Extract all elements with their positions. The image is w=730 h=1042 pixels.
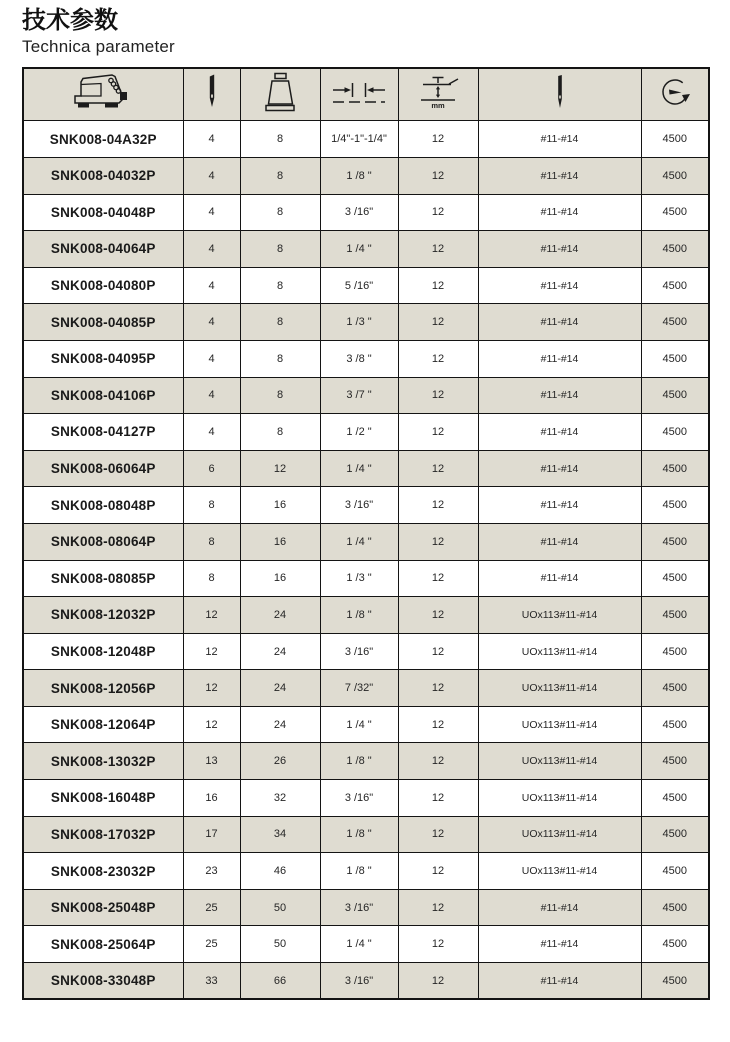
value-cell: UOx113#11-#14	[478, 633, 641, 670]
value-cell: 3 /8 "	[320, 340, 398, 377]
value-cell: 50	[240, 926, 320, 963]
model-cell: SNK008-04080P	[23, 267, 183, 304]
value-cell: 34	[240, 816, 320, 853]
table-row	[23, 340, 709, 377]
value-cell: 12	[398, 963, 478, 1000]
value-cell: 1 /3 "	[320, 304, 398, 341]
model-cell: SNK008-08048P	[23, 487, 183, 524]
value-cell: 46	[240, 853, 320, 890]
table-header	[23, 68, 709, 121]
value-cell: UOx113#11-#14	[478, 853, 641, 890]
value-cell: UOx113#11-#14	[478, 670, 641, 707]
value-cell: 4500	[641, 926, 709, 963]
value-cell: #11-#14	[478, 377, 641, 414]
model-cell: SNK008-12064P	[23, 706, 183, 743]
value-cell: 8	[183, 560, 240, 597]
table-row	[23, 889, 709, 926]
value-cell: 12	[183, 670, 240, 707]
page-title: 技术参数	[22, 7, 118, 34]
table-row	[23, 926, 709, 963]
value-cell: #11-#14	[478, 194, 641, 231]
model-cell: SNK008-33048P	[23, 963, 183, 1000]
value-cell: 1 /4 "	[320, 706, 398, 743]
value-cell: 12	[398, 889, 478, 926]
technical-parameters-table	[22, 67, 710, 1000]
value-cell: 4500	[641, 450, 709, 487]
value-cell: #11-#14	[478, 889, 641, 926]
value-cell: 3 /16"	[320, 487, 398, 524]
value-cell: 4	[183, 121, 240, 158]
value-cell: 1 /2 "	[320, 414, 398, 451]
value-cell: #11-#14	[478, 487, 641, 524]
col-header-needle-gauge	[320, 68, 398, 121]
col-header-speed	[641, 68, 709, 121]
model-cell: SNK008-08085P	[23, 560, 183, 597]
value-cell: 4500	[641, 853, 709, 890]
value-cell: 8	[240, 414, 320, 451]
value-cell: #11-#14	[478, 414, 641, 451]
value-cell: #11-#14	[478, 340, 641, 377]
value-cell: 4500	[641, 597, 709, 634]
value-cell: 16	[240, 487, 320, 524]
needle-icon	[205, 72, 219, 112]
value-cell: 4500	[641, 194, 709, 231]
value-cell: 4500	[641, 889, 709, 926]
value-cell: 12	[398, 340, 478, 377]
value-cell: 12	[398, 816, 478, 853]
value-cell: 26	[240, 743, 320, 780]
value-cell: 8	[183, 487, 240, 524]
table-row	[23, 304, 709, 341]
table-row	[23, 743, 709, 780]
value-cell: UOx113#11-#14	[478, 706, 641, 743]
model-cell: SNK008-12056P	[23, 670, 183, 707]
table-row	[23, 267, 709, 304]
value-cell: 16	[183, 780, 240, 817]
model-cell: SNK008-04085P	[23, 304, 183, 341]
value-cell: 12	[240, 450, 320, 487]
value-cell: 4500	[641, 157, 709, 194]
value-cell: #11-#14	[478, 304, 641, 341]
value-cell: 12	[398, 853, 478, 890]
model-cell: SNK008-12048P	[23, 633, 183, 670]
value-cell: 25	[183, 889, 240, 926]
mm-unit-label: mm	[431, 101, 445, 111]
table-row	[23, 157, 709, 194]
value-cell: 23	[183, 853, 240, 890]
value-cell: 4500	[641, 340, 709, 377]
value-cell: 3 /16"	[320, 194, 398, 231]
value-cell: 12	[398, 231, 478, 268]
value-cell: 4	[183, 340, 240, 377]
value-cell: UOx113#11-#14	[478, 743, 641, 780]
model-cell: SNK008-17032P	[23, 816, 183, 853]
value-cell: 12	[398, 377, 478, 414]
value-cell: 4500	[641, 523, 709, 560]
presser-foot-height-icon	[414, 74, 462, 110]
value-cell: 4500	[641, 560, 709, 597]
col-header-model	[23, 68, 183, 121]
value-cell: UOx113#11-#14	[478, 597, 641, 634]
table-row	[23, 560, 709, 597]
model-cell: SNK008-04048P	[23, 194, 183, 231]
value-cell: 4	[183, 267, 240, 304]
table-row	[23, 523, 709, 560]
thread-cone-icon	[258, 71, 302, 113]
value-cell: 32	[240, 780, 320, 817]
value-cell: 25	[183, 926, 240, 963]
value-cell: 8	[183, 523, 240, 560]
value-cell: 66	[240, 963, 320, 1000]
value-cell: 4	[183, 231, 240, 268]
value-cell: 4500	[641, 304, 709, 341]
model-cell: SNK008-04064P	[23, 231, 183, 268]
model-cell: SNK008-04A32P	[23, 121, 183, 158]
needle-gauge-icon	[330, 77, 388, 107]
value-cell: 17	[183, 816, 240, 853]
value-cell: 1 /8 "	[320, 597, 398, 634]
value-cell: #11-#14	[478, 157, 641, 194]
model-cell: SNK008-06064P	[23, 450, 183, 487]
value-cell: 13	[183, 743, 240, 780]
value-cell: 12	[398, 267, 478, 304]
value-cell: 8	[240, 194, 320, 231]
value-cell: 12	[183, 706, 240, 743]
value-cell: 8	[240, 267, 320, 304]
value-cell: 24	[240, 670, 320, 707]
value-cell: 4500	[641, 706, 709, 743]
value-cell: 4500	[641, 121, 709, 158]
value-cell: 12	[398, 194, 478, 231]
value-cell: 4	[183, 377, 240, 414]
value-cell: #11-#14	[478, 231, 641, 268]
value-cell: 12	[398, 157, 478, 194]
table-row	[23, 121, 709, 158]
value-cell: 7 /32"	[320, 670, 398, 707]
table-row	[23, 633, 709, 670]
table-row	[23, 597, 709, 634]
col-header-needle-count	[183, 68, 240, 121]
table-row	[23, 487, 709, 524]
value-cell: 12	[183, 597, 240, 634]
value-cell: 4500	[641, 670, 709, 707]
value-cell: 3 /16"	[320, 633, 398, 670]
model-cell: SNK008-25064P	[23, 926, 183, 963]
value-cell: 1 /8 "	[320, 816, 398, 853]
value-cell: #11-#14	[478, 963, 641, 1000]
value-cell: 4	[183, 304, 240, 341]
model-cell: SNK008-23032P	[23, 853, 183, 890]
value-cell: 12	[183, 633, 240, 670]
table-body	[23, 121, 709, 999]
value-cell: 4500	[641, 487, 709, 524]
value-cell: 6	[183, 450, 240, 487]
value-cell: 24	[240, 706, 320, 743]
value-cell: 4	[183, 157, 240, 194]
value-cell: 5 /16"	[320, 267, 398, 304]
value-cell: 1 /8 "	[320, 743, 398, 780]
value-cell: 12	[398, 487, 478, 524]
value-cell: 12	[398, 706, 478, 743]
value-cell: 12	[398, 304, 478, 341]
value-cell: #11-#14	[478, 560, 641, 597]
table-row	[23, 450, 709, 487]
value-cell: 4500	[641, 963, 709, 1000]
model-cell: SNK008-04127P	[23, 414, 183, 451]
table-row	[23, 853, 709, 890]
value-cell: #11-#14	[478, 523, 641, 560]
model-cell: SNK008-13032P	[23, 743, 183, 780]
table-row	[23, 194, 709, 231]
value-cell: 4	[183, 414, 240, 451]
value-cell: #11-#14	[478, 267, 641, 304]
table-row	[23, 780, 709, 817]
value-cell: 3 /16"	[320, 889, 398, 926]
value-cell: UOx113#11-#14	[478, 780, 641, 817]
value-cell: 4500	[641, 780, 709, 817]
value-cell: 50	[240, 889, 320, 926]
value-cell: #11-#14	[478, 926, 641, 963]
table-row	[23, 816, 709, 853]
value-cell: 12	[398, 743, 478, 780]
sewing-machine-icon	[65, 69, 141, 115]
value-cell: 12	[398, 780, 478, 817]
value-cell: 12	[398, 414, 478, 451]
model-cell: SNK008-16048P	[23, 780, 183, 817]
table-row	[23, 377, 709, 414]
value-cell: 1 /4 "	[320, 926, 398, 963]
page-subtitle: Technica parameter	[22, 37, 175, 57]
needle-size-icon	[553, 72, 567, 112]
value-cell: #11-#14	[478, 450, 641, 487]
table-row	[23, 231, 709, 268]
value-cell: 1 /4 "	[320, 523, 398, 560]
value-cell: 8	[240, 304, 320, 341]
value-cell: 8	[240, 157, 320, 194]
value-cell: 4500	[641, 633, 709, 670]
value-cell: 3 /16"	[320, 963, 398, 1000]
value-cell: 8	[240, 121, 320, 158]
value-cell: 4500	[641, 377, 709, 414]
col-header-thread-count	[240, 68, 320, 121]
table-row	[23, 670, 709, 707]
value-cell: 1 /4 "	[320, 231, 398, 268]
table-row	[23, 963, 709, 1000]
value-cell: 12	[398, 926, 478, 963]
model-cell: SNK008-04032P	[23, 157, 183, 194]
value-cell: 3 /16"	[320, 780, 398, 817]
value-cell: 24	[240, 597, 320, 634]
value-cell: 1 /8 "	[320, 853, 398, 890]
value-cell: 4500	[641, 231, 709, 268]
table-header-row	[23, 68, 709, 121]
model-cell: SNK008-04095P	[23, 340, 183, 377]
model-cell: SNK008-04106P	[23, 377, 183, 414]
value-cell: 16	[240, 523, 320, 560]
value-cell: 4500	[641, 414, 709, 451]
value-cell: 3 /7 "	[320, 377, 398, 414]
table-row	[23, 706, 709, 743]
value-cell: 8	[240, 231, 320, 268]
value-cell: 8	[240, 377, 320, 414]
value-cell: 12	[398, 560, 478, 597]
value-cell: 4500	[641, 816, 709, 853]
table-row	[23, 414, 709, 451]
value-cell: 12	[398, 523, 478, 560]
col-header-foot-height	[398, 68, 478, 121]
value-cell: 33	[183, 963, 240, 1000]
col-header-needle-size	[478, 68, 641, 121]
model-cell: SNK008-12032P	[23, 597, 183, 634]
value-cell: 8	[240, 340, 320, 377]
value-cell: 12	[398, 450, 478, 487]
rotation-speed-icon	[656, 73, 694, 111]
value-cell: 24	[240, 633, 320, 670]
value-cell: 1/4"-1"-1/4"	[320, 121, 398, 158]
value-cell: 1 /8 "	[320, 157, 398, 194]
value-cell: 12	[398, 633, 478, 670]
value-cell: 4500	[641, 743, 709, 780]
value-cell: 16	[240, 560, 320, 597]
model-cell: SNK008-08064P	[23, 523, 183, 560]
value-cell: 4500	[641, 267, 709, 304]
value-cell: 12	[398, 121, 478, 158]
value-cell: #11-#14	[478, 121, 641, 158]
value-cell: 12	[398, 670, 478, 707]
value-cell: 1 /4 "	[320, 450, 398, 487]
value-cell: 4	[183, 194, 240, 231]
model-cell: SNK008-25048P	[23, 889, 183, 926]
value-cell: 12	[398, 597, 478, 634]
value-cell: 1 /3 "	[320, 560, 398, 597]
value-cell: UOx113#11-#14	[478, 816, 641, 853]
